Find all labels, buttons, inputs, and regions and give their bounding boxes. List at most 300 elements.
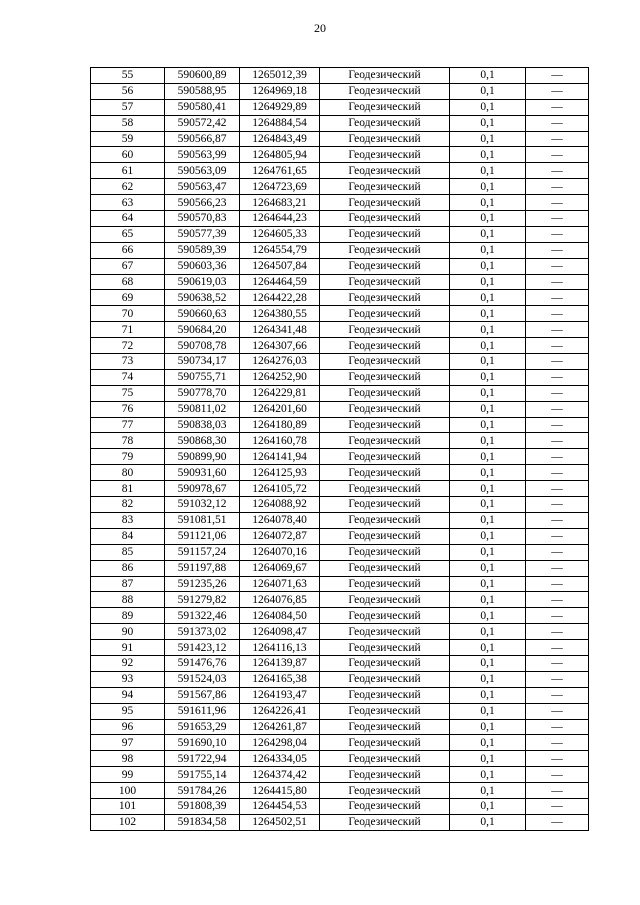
y-coordinate-cell: 1264261,87	[240, 719, 320, 735]
x-coordinate-cell: 590580,41	[165, 99, 240, 115]
method-cell: Геодезический	[320, 179, 450, 195]
accuracy-cell: 0,1	[450, 179, 526, 195]
x-coordinate-cell: 591722,94	[165, 751, 240, 767]
description-cell: —	[526, 592, 589, 608]
accuracy-cell: 0,1	[450, 195, 526, 211]
method-cell: Геодезический	[320, 592, 450, 608]
accuracy-cell: 0,1	[450, 306, 526, 322]
table-row	[91, 83, 589, 99]
point-number-cell: 67	[91, 258, 165, 274]
table-row	[91, 655, 589, 671]
y-coordinate-cell: 1264139,87	[240, 655, 320, 671]
point-number-cell: 99	[91, 767, 165, 783]
x-coordinate-cell: 590619,03	[165, 274, 240, 290]
method-cell: Геодезический	[320, 131, 450, 147]
description-cell: —	[526, 401, 589, 417]
method-cell: Геодезический	[320, 687, 450, 703]
point-number-cell: 55	[91, 68, 165, 84]
method-cell: Геодезический	[320, 624, 450, 640]
x-coordinate-cell: 590660,63	[165, 306, 240, 322]
description-cell: —	[526, 354, 589, 370]
accuracy-cell: 0,1	[450, 767, 526, 783]
description-cell: —	[526, 735, 589, 751]
y-coordinate-cell: 1264276,03	[240, 354, 320, 370]
table-row	[91, 576, 589, 592]
method-cell: Геодезический	[320, 147, 450, 163]
table-row	[91, 338, 589, 354]
method-cell: Геодезический	[320, 401, 450, 417]
description-cell: —	[526, 449, 589, 465]
table-row	[91, 687, 589, 703]
description-cell: —	[526, 115, 589, 131]
description-cell: —	[526, 814, 589, 830]
method-cell: Геодезический	[320, 512, 450, 528]
x-coordinate-cell: 591279,82	[165, 592, 240, 608]
table-row	[91, 369, 589, 385]
x-coordinate-cell: 591373,02	[165, 624, 240, 640]
x-coordinate-cell: 591197,88	[165, 560, 240, 576]
y-coordinate-cell: 1264298,04	[240, 735, 320, 751]
table-row	[91, 608, 589, 624]
point-number-cell: 58	[91, 115, 165, 131]
table-row	[91, 528, 589, 544]
y-coordinate-cell: 1264464,59	[240, 274, 320, 290]
accuracy-cell: 0,1	[450, 83, 526, 99]
table-row	[91, 719, 589, 735]
point-number-cell: 78	[91, 433, 165, 449]
description-cell: —	[526, 274, 589, 290]
method-cell: Геодезический	[320, 608, 450, 624]
x-coordinate-cell: 591690,10	[165, 735, 240, 751]
point-number-cell: 72	[91, 338, 165, 354]
accuracy-cell: 0,1	[450, 592, 526, 608]
accuracy-cell: 0,1	[450, 576, 526, 592]
description-cell: —	[526, 608, 589, 624]
table-row	[91, 544, 589, 560]
method-cell: Геодезический	[320, 417, 450, 433]
point-number-cell: 75	[91, 385, 165, 401]
accuracy-cell: 0,1	[450, 433, 526, 449]
y-coordinate-cell: 1264180,89	[240, 417, 320, 433]
method-cell: Геодезический	[320, 671, 450, 687]
y-coordinate-cell: 1264105,72	[240, 481, 320, 497]
y-coordinate-cell: 1264454,53	[240, 798, 320, 814]
accuracy-cell: 0,1	[450, 163, 526, 179]
point-number-cell: 94	[91, 687, 165, 703]
method-cell: Геодезический	[320, 195, 450, 211]
x-coordinate-cell: 590563,47	[165, 179, 240, 195]
description-cell: —	[526, 528, 589, 544]
point-number-cell: 90	[91, 624, 165, 640]
point-number-cell: 56	[91, 83, 165, 99]
y-coordinate-cell: 1264165,38	[240, 671, 320, 687]
y-coordinate-cell: 1264644,23	[240, 211, 320, 227]
x-coordinate-cell: 591032,12	[165, 497, 240, 513]
point-number-cell: 62	[91, 179, 165, 195]
description-cell: —	[526, 68, 589, 84]
accuracy-cell: 0,1	[450, 115, 526, 131]
point-number-cell: 79	[91, 449, 165, 465]
method-cell: Геодезический	[320, 465, 450, 481]
point-number-cell: 91	[91, 640, 165, 656]
point-number-cell: 96	[91, 719, 165, 735]
method-cell: Геодезический	[320, 163, 450, 179]
description-cell: —	[526, 576, 589, 592]
y-coordinate-cell: 1264683,21	[240, 195, 320, 211]
method-cell: Геодезический	[320, 560, 450, 576]
accuracy-cell: 0,1	[450, 608, 526, 624]
table-row	[91, 592, 589, 608]
x-coordinate-cell: 591784,26	[165, 783, 240, 799]
y-coordinate-cell: 1264374,42	[240, 767, 320, 783]
x-coordinate-cell: 590589,39	[165, 242, 240, 258]
x-coordinate-cell: 590734,17	[165, 354, 240, 370]
y-coordinate-cell: 1264072,87	[240, 528, 320, 544]
point-number-cell: 59	[91, 131, 165, 147]
method-cell: Геодезический	[320, 322, 450, 338]
description-cell: —	[526, 798, 589, 814]
description-cell: —	[526, 417, 589, 433]
x-coordinate-cell: 590755,71	[165, 369, 240, 385]
accuracy-cell: 0,1	[450, 417, 526, 433]
description-cell: —	[526, 544, 589, 560]
point-number-cell: 69	[91, 290, 165, 306]
x-coordinate-cell: 590600,89	[165, 68, 240, 84]
table-row	[91, 290, 589, 306]
y-coordinate-cell: 1264141,94	[240, 449, 320, 465]
description-cell: —	[526, 671, 589, 687]
accuracy-cell: 0,1	[450, 687, 526, 703]
accuracy-cell: 0,1	[450, 560, 526, 576]
description-cell: —	[526, 242, 589, 258]
method-cell: Геодезический	[320, 226, 450, 242]
table-row	[91, 306, 589, 322]
description-cell: —	[526, 481, 589, 497]
method-cell: Геодезический	[320, 354, 450, 370]
table-row	[91, 258, 589, 274]
x-coordinate-cell: 590778,70	[165, 385, 240, 401]
point-number-cell: 74	[91, 369, 165, 385]
method-cell: Геодезический	[320, 369, 450, 385]
y-coordinate-cell: 1264252,90	[240, 369, 320, 385]
method-cell: Геодезический	[320, 798, 450, 814]
method-cell: Геодезический	[320, 274, 450, 290]
accuracy-cell: 0,1	[450, 68, 526, 84]
point-number-cell: 57	[91, 99, 165, 115]
description-cell: —	[526, 687, 589, 703]
x-coordinate-cell: 591121,06	[165, 528, 240, 544]
method-cell: Геодезический	[320, 640, 450, 656]
x-coordinate-cell: 590588,95	[165, 83, 240, 99]
point-number-cell: 82	[91, 497, 165, 513]
point-number-cell: 83	[91, 512, 165, 528]
y-coordinate-cell: 1264193,47	[240, 687, 320, 703]
y-coordinate-cell: 1264761,65	[240, 163, 320, 179]
table-row	[91, 481, 589, 497]
point-number-cell: 66	[91, 242, 165, 258]
y-coordinate-cell: 1264422,28	[240, 290, 320, 306]
accuracy-cell: 0,1	[450, 258, 526, 274]
accuracy-cell: 0,1	[450, 512, 526, 528]
point-number-cell: 95	[91, 703, 165, 719]
y-coordinate-cell: 1264843,49	[240, 131, 320, 147]
description-cell: —	[526, 179, 589, 195]
y-coordinate-cell: 1264969,18	[240, 83, 320, 99]
table-row	[91, 512, 589, 528]
y-coordinate-cell: 1264507,84	[240, 258, 320, 274]
table-row	[91, 671, 589, 687]
x-coordinate-cell: 591476,76	[165, 655, 240, 671]
y-coordinate-cell: 1264605,33	[240, 226, 320, 242]
method-cell: Геодезический	[320, 735, 450, 751]
point-number-cell: 102	[91, 814, 165, 830]
y-coordinate-cell: 1264884,54	[240, 115, 320, 131]
x-coordinate-cell: 591081,51	[165, 512, 240, 528]
accuracy-cell: 0,1	[450, 640, 526, 656]
point-number-cell: 65	[91, 226, 165, 242]
description-cell: —	[526, 703, 589, 719]
accuracy-cell: 0,1	[450, 385, 526, 401]
accuracy-cell: 0,1	[450, 369, 526, 385]
point-number-cell: 71	[91, 322, 165, 338]
method-cell: Геодезический	[320, 433, 450, 449]
description-cell: —	[526, 751, 589, 767]
description-cell: —	[526, 719, 589, 735]
x-coordinate-cell: 590566,87	[165, 131, 240, 147]
y-coordinate-cell: 1264070,16	[240, 544, 320, 560]
x-coordinate-cell: 590577,39	[165, 226, 240, 242]
table-row	[91, 274, 589, 290]
y-coordinate-cell: 1264415,80	[240, 783, 320, 799]
y-coordinate-cell: 1264116,13	[240, 640, 320, 656]
accuracy-cell: 0,1	[450, 274, 526, 290]
accuracy-cell: 0,1	[450, 242, 526, 258]
accuracy-cell: 0,1	[450, 354, 526, 370]
accuracy-cell: 0,1	[450, 814, 526, 830]
accuracy-cell: 0,1	[450, 147, 526, 163]
description-cell: —	[526, 512, 589, 528]
accuracy-cell: 0,1	[450, 719, 526, 735]
x-coordinate-cell: 591524,03	[165, 671, 240, 687]
description-cell: —	[526, 195, 589, 211]
table-row	[91, 354, 589, 370]
y-coordinate-cell: 1264226,41	[240, 703, 320, 719]
method-cell: Геодезический	[320, 719, 450, 735]
table-row	[91, 68, 589, 84]
table-row	[91, 703, 589, 719]
x-coordinate-cell: 591653,29	[165, 719, 240, 735]
method-cell: Геодезический	[320, 449, 450, 465]
y-coordinate-cell: 1264088,92	[240, 497, 320, 513]
x-coordinate-cell: 590931,60	[165, 465, 240, 481]
x-coordinate-cell: 590708,78	[165, 338, 240, 354]
method-cell: Геодезический	[320, 655, 450, 671]
description-cell: —	[526, 624, 589, 640]
point-number-cell: 70	[91, 306, 165, 322]
table-row	[91, 195, 589, 211]
point-number-cell: 97	[91, 735, 165, 751]
table-row	[91, 433, 589, 449]
point-number-cell: 100	[91, 783, 165, 799]
y-coordinate-cell: 1264201,60	[240, 401, 320, 417]
accuracy-cell: 0,1	[450, 703, 526, 719]
x-coordinate-cell: 590603,36	[165, 258, 240, 274]
table-row	[91, 226, 589, 242]
description-cell: —	[526, 163, 589, 179]
table-row	[91, 783, 589, 799]
point-number-cell: 73	[91, 354, 165, 370]
point-number-cell: 61	[91, 163, 165, 179]
description-cell: —	[526, 338, 589, 354]
description-cell: —	[526, 783, 589, 799]
method-cell: Геодезический	[320, 528, 450, 544]
x-coordinate-cell: 590838,03	[165, 417, 240, 433]
description-cell: —	[526, 226, 589, 242]
table-row	[91, 385, 589, 401]
description-cell: —	[526, 258, 589, 274]
method-cell: Геодезический	[320, 751, 450, 767]
table-row	[91, 211, 589, 227]
method-cell: Геодезический	[320, 290, 450, 306]
x-coordinate-cell: 590978,67	[165, 481, 240, 497]
point-number-cell: 80	[91, 465, 165, 481]
table-row	[91, 401, 589, 417]
point-number-cell: 68	[91, 274, 165, 290]
y-coordinate-cell: 1264078,40	[240, 512, 320, 528]
method-cell: Геодезический	[320, 83, 450, 99]
y-coordinate-cell: 1264071,63	[240, 576, 320, 592]
point-number-cell: 98	[91, 751, 165, 767]
table-row	[91, 163, 589, 179]
table-row	[91, 735, 589, 751]
accuracy-cell: 0,1	[450, 497, 526, 513]
table-row	[91, 814, 589, 830]
y-coordinate-cell: 1264160,78	[240, 433, 320, 449]
x-coordinate-cell: 591611,96	[165, 703, 240, 719]
method-cell: Геодезический	[320, 306, 450, 322]
table-row	[91, 497, 589, 513]
accuracy-cell: 0,1	[450, 481, 526, 497]
y-coordinate-cell: 1264076,85	[240, 592, 320, 608]
accuracy-cell: 0,1	[450, 401, 526, 417]
y-coordinate-cell: 1264334,05	[240, 751, 320, 767]
x-coordinate-cell: 590638,52	[165, 290, 240, 306]
x-coordinate-cell: 590570,83	[165, 211, 240, 227]
y-coordinate-cell: 1264307,66	[240, 338, 320, 354]
y-coordinate-cell: 1264125,93	[240, 465, 320, 481]
description-cell: —	[526, 497, 589, 513]
description-cell: —	[526, 211, 589, 227]
point-number-cell: 84	[91, 528, 165, 544]
table-row	[91, 322, 589, 338]
description-cell: —	[526, 767, 589, 783]
accuracy-cell: 0,1	[450, 751, 526, 767]
accuracy-cell: 0,1	[450, 226, 526, 242]
description-cell: —	[526, 306, 589, 322]
description-cell: —	[526, 147, 589, 163]
accuracy-cell: 0,1	[450, 655, 526, 671]
x-coordinate-cell: 590868,30	[165, 433, 240, 449]
table-row	[91, 417, 589, 433]
point-number-cell: 86	[91, 560, 165, 576]
y-coordinate-cell: 1264805,94	[240, 147, 320, 163]
description-cell: —	[526, 560, 589, 576]
y-coordinate-cell: 1264723,69	[240, 179, 320, 195]
point-number-cell: 92	[91, 655, 165, 671]
description-cell: —	[526, 369, 589, 385]
method-cell: Геодезический	[320, 767, 450, 783]
point-number-cell: 63	[91, 195, 165, 211]
point-number-cell: 89	[91, 608, 165, 624]
table-row	[91, 560, 589, 576]
method-cell: Геодезический	[320, 703, 450, 719]
accuracy-cell: 0,1	[450, 798, 526, 814]
description-cell: —	[526, 290, 589, 306]
y-coordinate-cell: 1264502,51	[240, 814, 320, 830]
table-row	[91, 798, 589, 814]
accuracy-cell: 0,1	[450, 783, 526, 799]
accuracy-cell: 0,1	[450, 671, 526, 687]
table-row	[91, 465, 589, 481]
page-number: 20	[314, 21, 326, 35]
accuracy-cell: 0,1	[450, 131, 526, 147]
table-row	[91, 767, 589, 783]
table-row	[91, 147, 589, 163]
accuracy-cell: 0,1	[450, 528, 526, 544]
table-row	[91, 624, 589, 640]
y-coordinate-cell: 1264929,89	[240, 99, 320, 115]
y-coordinate-cell: 1265012,39	[240, 68, 320, 84]
point-number-cell: 64	[91, 211, 165, 227]
x-coordinate-cell: 590566,23	[165, 195, 240, 211]
y-coordinate-cell: 1264084,50	[240, 608, 320, 624]
point-number-cell: 81	[91, 481, 165, 497]
x-coordinate-cell: 591808,39	[165, 798, 240, 814]
accuracy-cell: 0,1	[450, 735, 526, 751]
x-coordinate-cell: 591567,86	[165, 687, 240, 703]
method-cell: Геодезический	[320, 258, 450, 274]
x-coordinate-cell: 591157,24	[165, 544, 240, 560]
point-number-cell: 76	[91, 401, 165, 417]
description-cell: —	[526, 465, 589, 481]
x-coordinate-cell: 591423,12	[165, 640, 240, 656]
method-cell: Геодезический	[320, 99, 450, 115]
accuracy-cell: 0,1	[450, 544, 526, 560]
x-coordinate-cell: 590811,02	[165, 401, 240, 417]
method-cell: Геодезический	[320, 338, 450, 354]
method-cell: Геодезический	[320, 68, 450, 84]
coordinates-table-body	[91, 68, 589, 831]
description-cell: —	[526, 640, 589, 656]
description-cell: —	[526, 83, 589, 99]
x-coordinate-cell: 591755,14	[165, 767, 240, 783]
table-row	[91, 179, 589, 195]
point-number-cell: 88	[91, 592, 165, 608]
method-cell: Геодезический	[320, 211, 450, 227]
description-cell: —	[526, 655, 589, 671]
table-row	[91, 242, 589, 258]
x-coordinate-cell: 590563,99	[165, 147, 240, 163]
x-coordinate-cell: 591834,58	[165, 814, 240, 830]
x-coordinate-cell: 591235,26	[165, 576, 240, 592]
table-row	[91, 131, 589, 147]
accuracy-cell: 0,1	[450, 211, 526, 227]
accuracy-cell: 0,1	[450, 322, 526, 338]
table-row	[91, 751, 589, 767]
accuracy-cell: 0,1	[450, 449, 526, 465]
table-row	[91, 99, 589, 115]
description-cell: —	[526, 131, 589, 147]
